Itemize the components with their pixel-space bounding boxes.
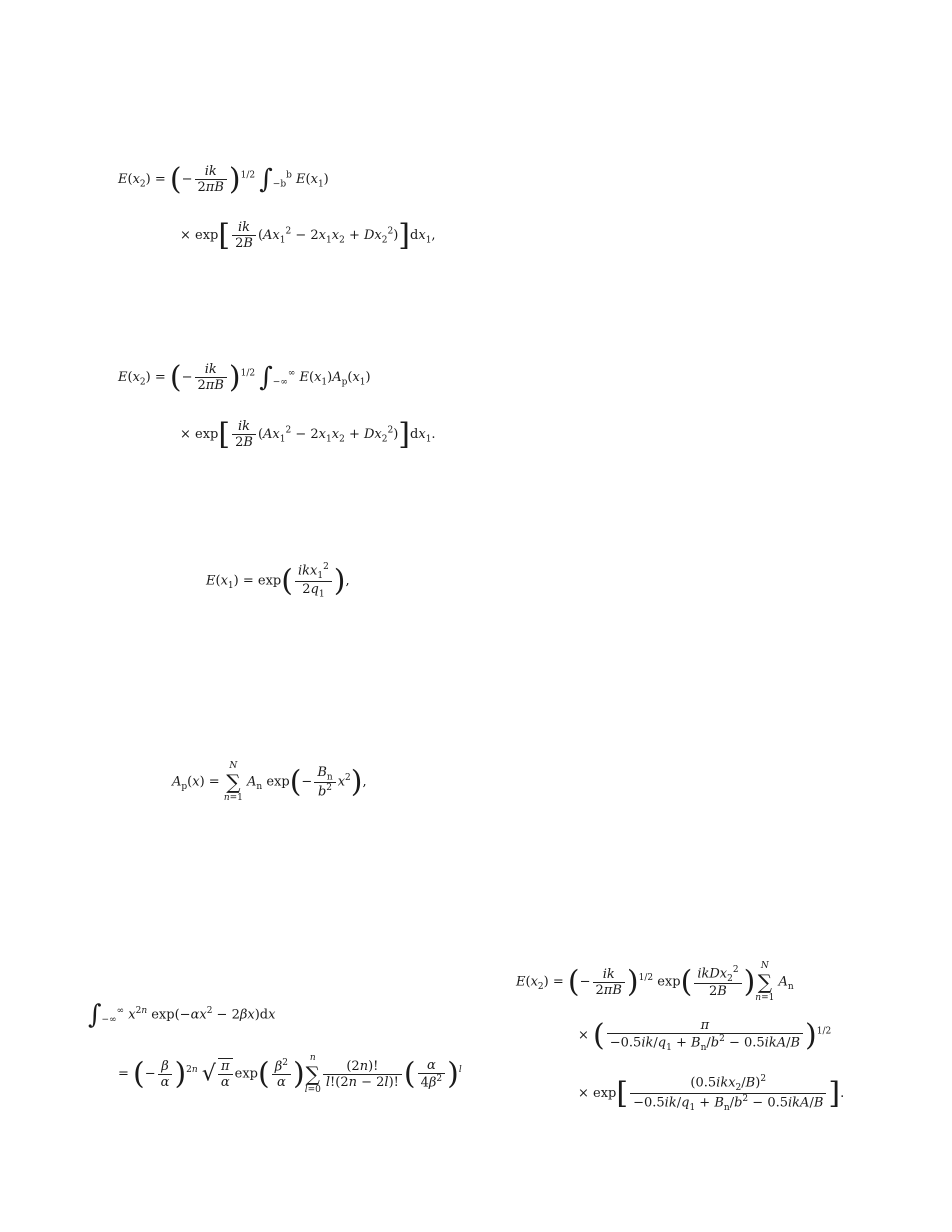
equation-7-line-3: × exp[ $\frac{(0.5ikx_2/B)^2}{-0.5ik/q_1 + B_n/b^2 - 0.5ikA/B}$ ]. — [578, 1074, 845, 1113]
equation-5: $A_p(x)$ = N ∑ n=1 $A_n$ exp(− $\frac{B_n}{b^2}$ $x^2$), — [172, 761, 367, 803]
equation-2-line-2: × exp[ $\frac{ik}{2B}$ $(Ax_1^2 - 2x_1x_2 + Dx_2^2)]dx_1$, — [180, 218, 436, 253]
figure-1a — [560, 80, 810, 310]
equation-2-line-1: $E(x_2)$ = (− $\frac{ik}{2\pi B}$ )$^{1/2}$ $\int_{-b}^b$ $E(x_1)$ — [118, 162, 329, 197]
equation-3-line-2: × exp[ $\frac{ik}{2B}$ $(Ax_1^2 - 2x_1x_2 + Dx_2^2)]dx_1$. — [180, 417, 436, 452]
figure-1c — [560, 560, 810, 786]
figure-1b — [560, 322, 810, 548]
equation-4: $E(x_1) = \exp$( $\frac{ikx_1^2}{2q_1}$ ), — [206, 562, 350, 600]
equation-7-line-1: $E(x_2)$ = (− $\frac{ik}{2\pi B}$ )$^{1/2}$ exp( $\frac{ikDx_2^2}{2B}$ ) N ∑ n=1 $A_n$ — [516, 961, 794, 1003]
equation-3-line-1: $E(x_2)$ = (− $\frac{ik}{2\pi B}$ )$^{1/2}$ $\int_{-\infty}^\infty$ $E(x_1)A_p(x_1)$ — [118, 360, 371, 395]
equation-6-line-2: = (− $\frac{\beta}{\alpha}$ )$^{2n}$ √ $\frac{\pi}{\alpha}$ exp( $\frac{\beta^2}{\alpha}$ ) n ∑ l=0 $\frac{(2n)!}{l!(2n - 2l)!}$ ( $\frac{\alpha}{4\beta^2}$ )$^l$ — [118, 1053, 462, 1095]
equation-6-line-1: $\int_{-\infty}^\infty$ $x^{2n}$ $\exp(-\alpha x^2 - 2\beta x)dx$ — [88, 1000, 276, 1030]
equation-7-line-2: × ( $\frac{\pi}{-0.5ik/q_1 + B_n/b^2 - 0.5ikA/B}$ )$^{1/2}$ — [578, 1018, 832, 1053]
